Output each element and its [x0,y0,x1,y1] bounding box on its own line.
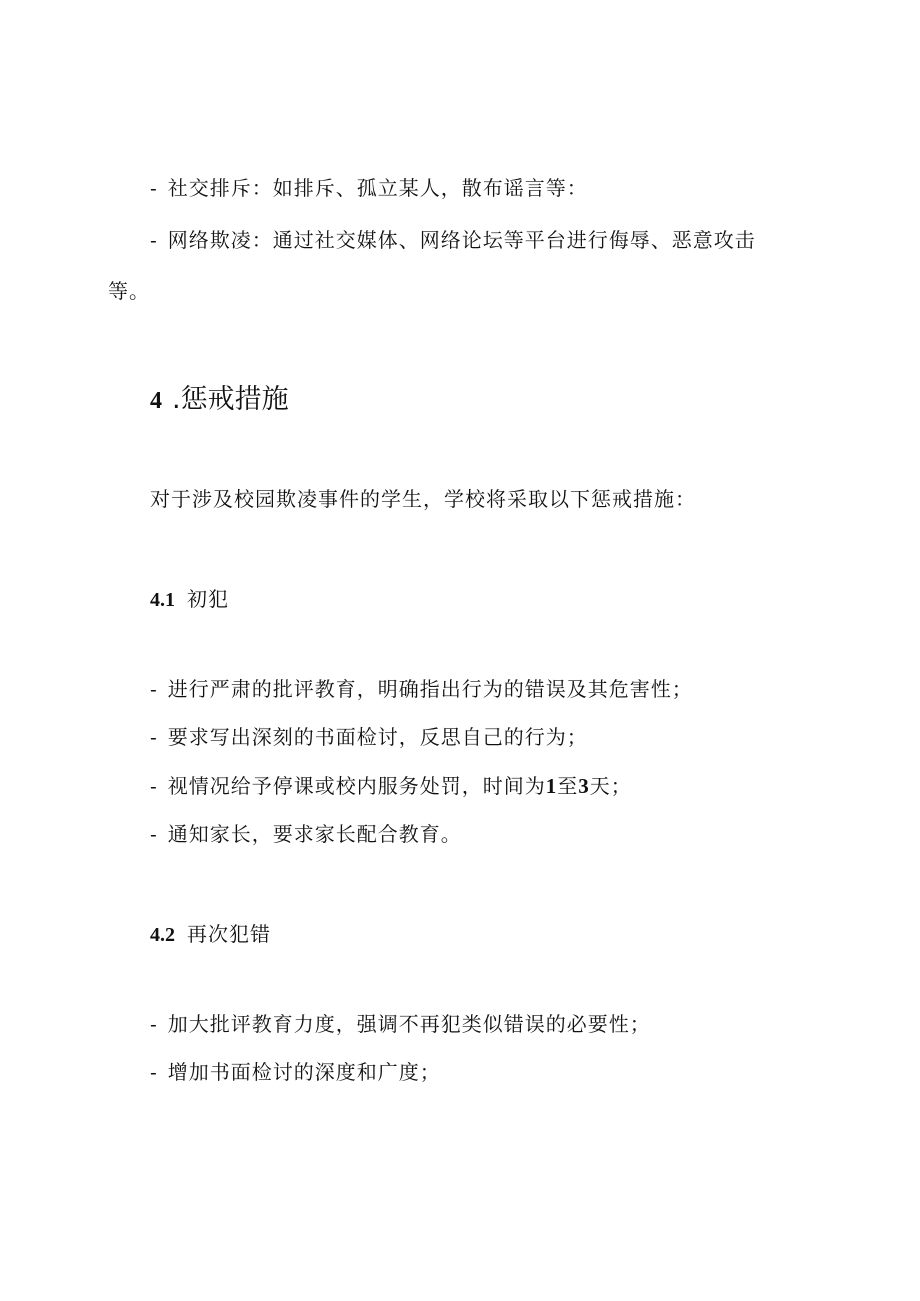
subsection-heading [150,585,229,614]
list-item-text: 社交排斥：如排斥、孤立某人，散布谣言等： [167,176,588,200]
list-item [150,174,588,202]
list-item-text: 进行严肃的批评教育，明确指出行为的错误及其危害性； [167,677,693,701]
list-item [150,226,756,254]
list-item-text: 至 [557,774,579,798]
section-number: 4 [150,388,162,414]
section-heading [150,383,289,418]
subsection-title: 再次犯错 [187,922,271,946]
list-dash: - [150,1012,158,1036]
list-item-continuation: 等。 [108,279,150,303]
subsection-number: 4.1 [150,589,175,611]
list-dash: - [150,176,158,200]
list-item [150,1010,651,1038]
list-item-text: 通知家长，要求家长配合教育。 [167,822,462,846]
list-item-text: 加大批评教育力度，强调不再犯类似错误的必要性； [167,1012,651,1036]
list-item-text: 视情况给予停课或校内服务处罚，时间为 [167,774,546,798]
section-title: .惩戒措施 [172,384,289,415]
section-intro: 对于涉及校园欺凌事件的学生，学校将采取以下惩戒措施： [150,487,696,511]
duration-min: 1 [545,774,558,798]
subsection-heading [150,920,271,949]
list-dash: - [150,677,158,701]
list-item [150,675,693,703]
list-item-text: 要求写出深刻的书面检讨，反思自己的行为； [167,725,588,749]
list-dash: - [150,228,158,252]
list-item [150,1058,441,1086]
subsection-number: 4.2 [150,924,175,946]
list-dash: - [150,725,158,749]
list-item [150,723,588,751]
duration-max: 3 [578,774,590,798]
list-dash: - [150,1060,158,1084]
list-dash: - [150,822,158,846]
list-dash: - [150,774,158,798]
list-item-text: 网络欺凌：通过社交媒体、网络论坛等平台进行侮辱、恶意攻击 [167,228,756,252]
list-item-text: 增加书面检讨的深度和广度； [167,1060,441,1084]
subsection-title: 初犯 [187,587,229,611]
list-item-text: 天； [589,774,632,798]
list-item [150,772,632,800]
list-item [150,820,462,848]
